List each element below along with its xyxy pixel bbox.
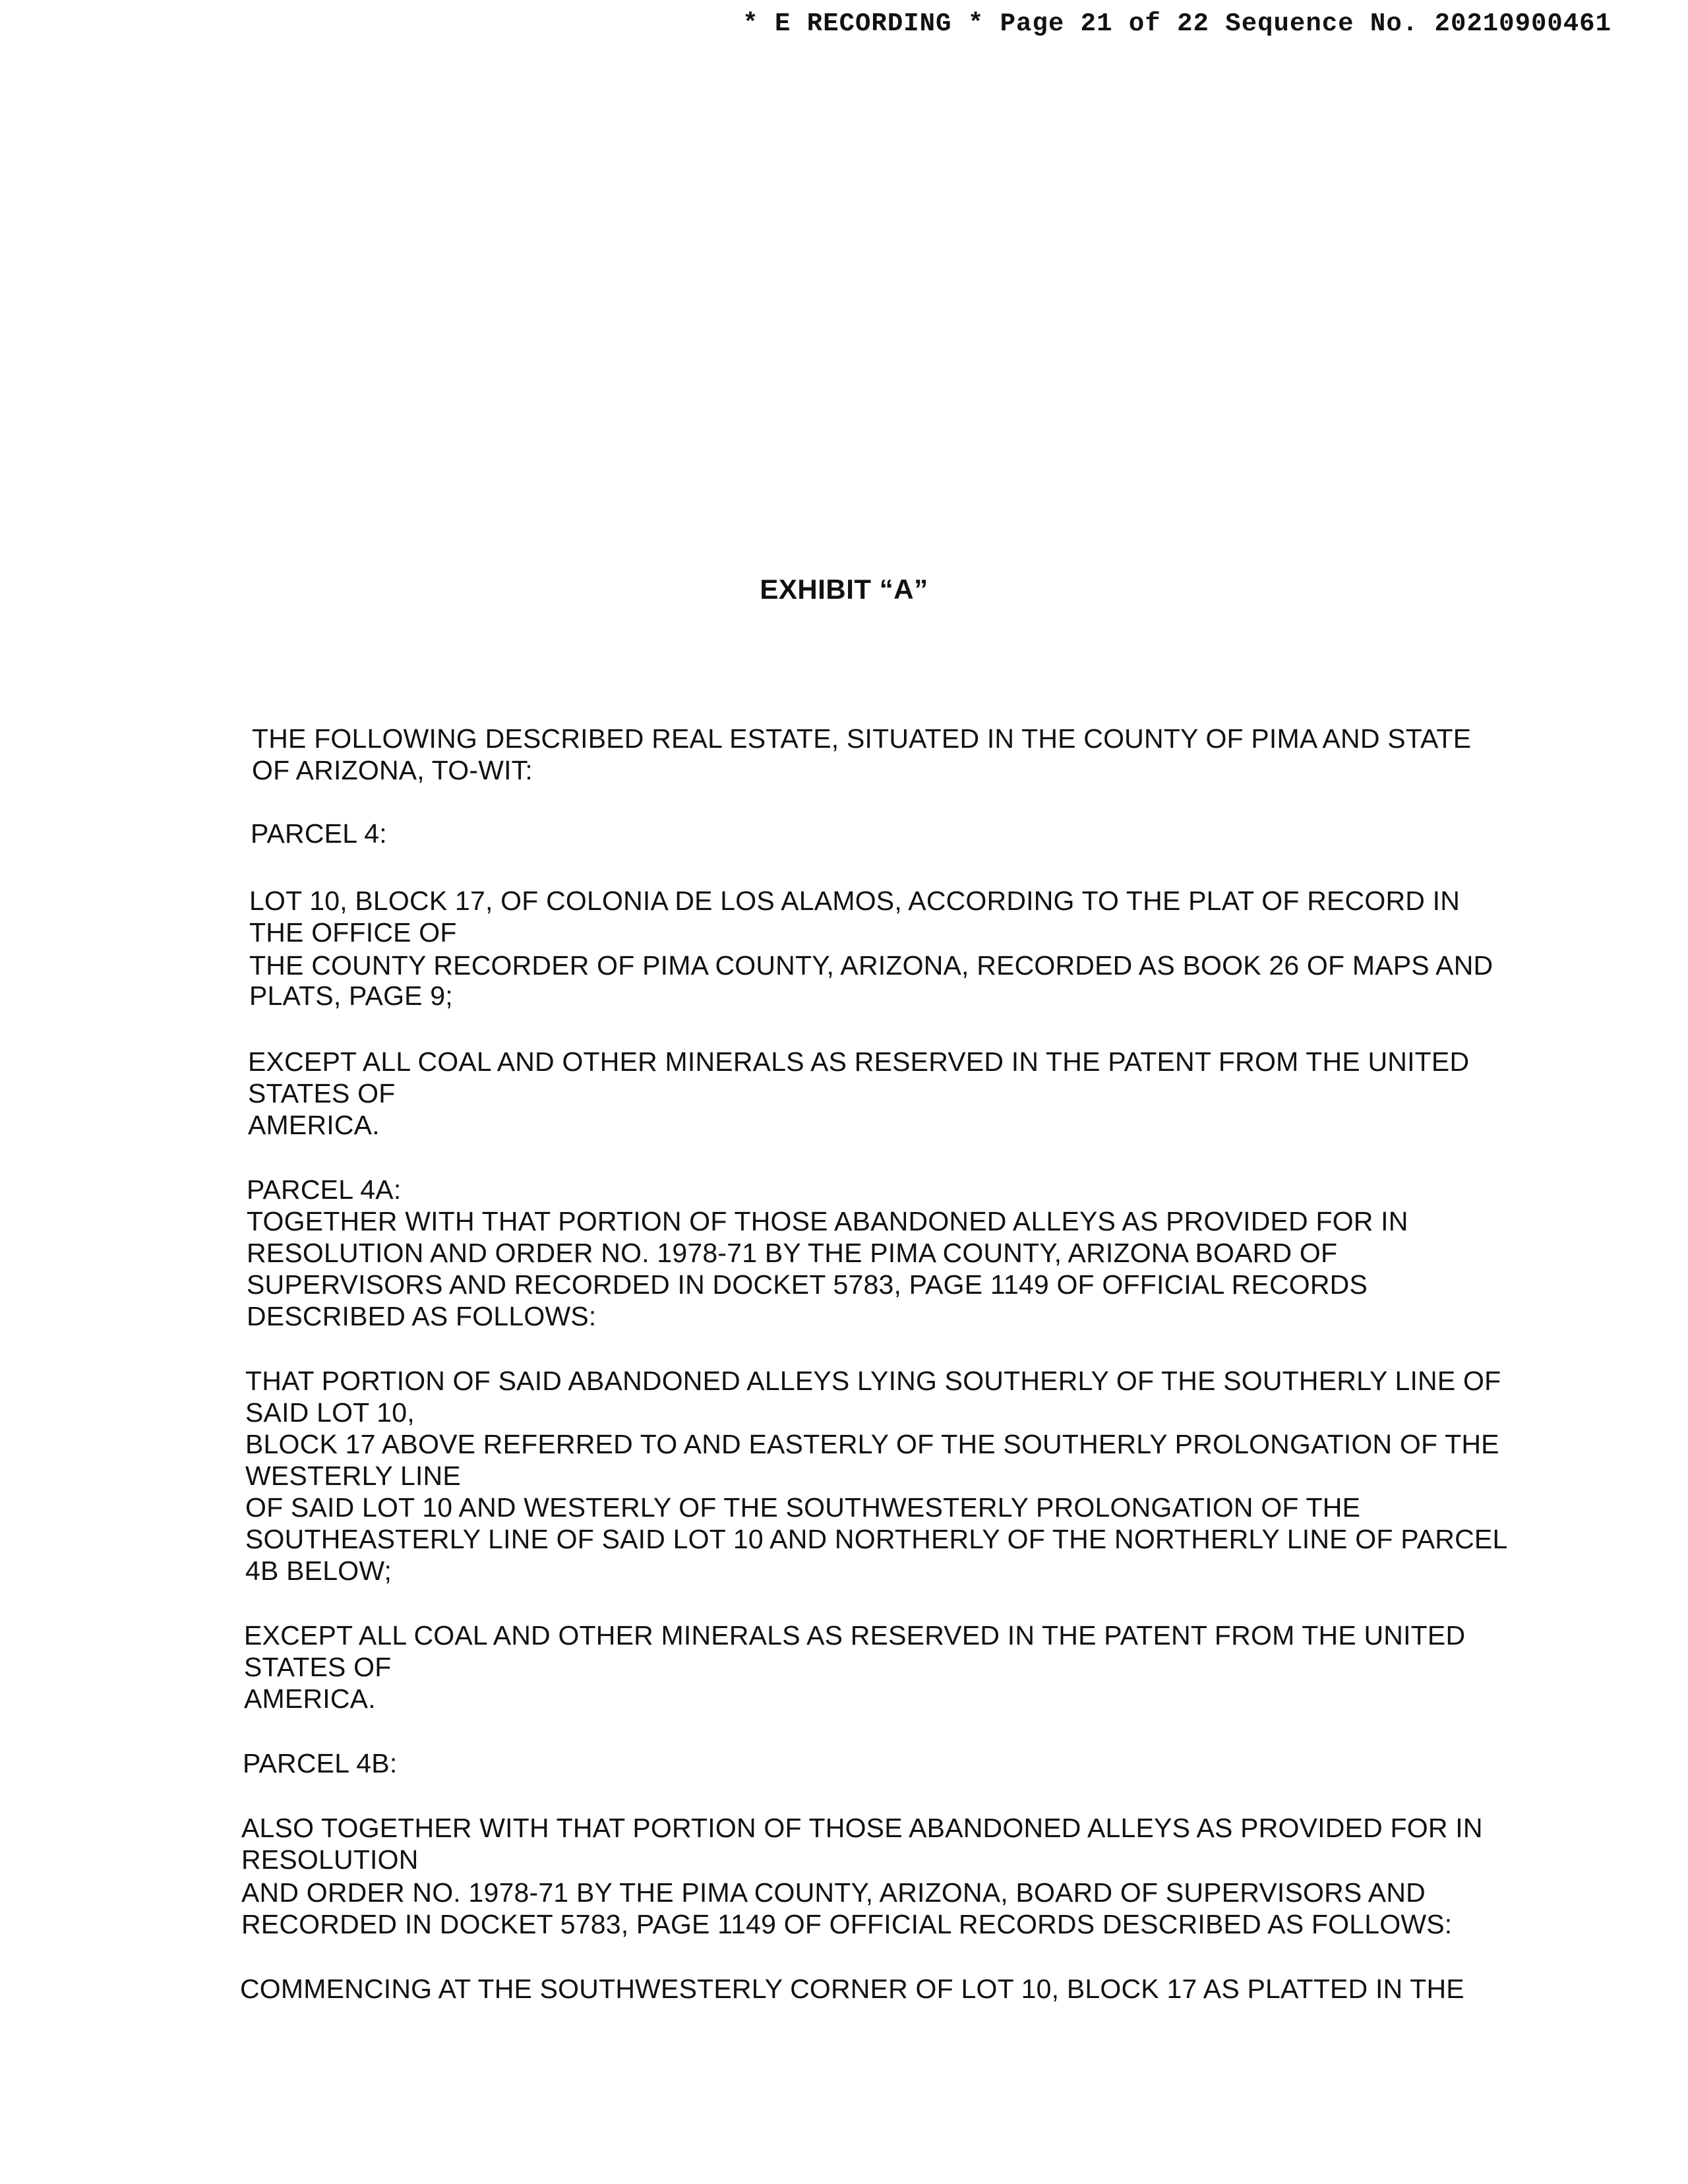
text-line: STATES OF (248, 1078, 396, 1108)
text-line: RESOLUTION (241, 1844, 419, 1875)
text-line: WESTERLY LINE (245, 1461, 461, 1491)
text-line: OF ARIZONA, TO-WIT: (252, 755, 533, 785)
text-line: SUPERVISORS AND RECORDED IN DOCKET 5783, PAGE 1149 OF OFFICIAL RECORDS (247, 1269, 1368, 1300)
text-line: AMERICA. (244, 1684, 376, 1714)
text-line: EXCEPT ALL COAL AND OTHER MINERALS AS RESERVED IN THE PATENT FROM THE UNITED (244, 1620, 1466, 1651)
text-line: RESOLUTION AND ORDER NO. 1978-71 BY THE PIMA COUNTY, ARIZONA BOARD OF (247, 1238, 1338, 1268)
exhibit-title: EXHIBIT “A” (760, 574, 928, 605)
recording-stamp: * E RECORDING * Page 21 of 22 Sequence No. 20210900461 (742, 9, 1612, 38)
text-line: DESCRIBED AS FOLLOWS: (247, 1301, 597, 1331)
text-line: THE FOLLOWING DESCRIBED REAL ESTATE, SITUATED IN THE COUNTY OF PIMA AND STATE (252, 723, 1472, 754)
parcel-heading: PARCEL 4A: (247, 1174, 402, 1205)
text-line: 4B BELOW; (245, 1556, 392, 1586)
text-line: SAID LOT 10, (245, 1397, 415, 1428)
text-line: THAT PORTION OF SAID ABANDONED ALLEYS LYING SOUTHERLY OF THE SOUTHERLY LINE OF (245, 1366, 1501, 1396)
text-line: AMERICA. (248, 1110, 380, 1140)
text-line: COMMENCING AT THE SOUTHWESTERLY CORNER OF LOT 10, BLOCK 17 AS PLATTED IN THE (240, 1974, 1464, 2004)
text-line: BLOCK 17 ABOVE REFERRED TO AND EASTERLY OF THE SOUTHERLY PROLONGATION OF THE (245, 1429, 1499, 1459)
text-line: EXCEPT ALL COAL AND OTHER MINERALS AS RESERVED IN THE PATENT FROM THE UNITED (248, 1046, 1470, 1077)
text-line: PLATS, PAGE 9; (249, 981, 453, 1011)
text-line: OF SAID LOT 10 AND WESTERLY OF THE SOUTHWESTERLY PROLONGATION OF THE (245, 1492, 1361, 1523)
text-line: STATES OF (244, 1652, 392, 1682)
text-line: TOGETHER WITH THAT PORTION OF THOSE ABANDONED ALLEYS AS PROVIDED FOR IN (247, 1206, 1408, 1236)
text-line: THE COUNTY RECORDER OF PIMA COUNTY, ARIZONA, RECORDED AS BOOK 26 OF MAPS AND (249, 950, 1493, 981)
text-line: LOT 10, BLOCK 17, OF COLONIA DE LOS ALAMOS, ACCORDING TO THE PLAT OF RECORD IN (249, 886, 1461, 916)
text-line: RECORDED IN DOCKET 5783, PAGE 1149 OF OFFICIAL RECORDS DESCRIBED AS FOLLOWS: (241, 1909, 1453, 1939)
text-line: ALSO TOGETHER WITH THAT PORTION OF THOSE ABANDONED ALLEYS AS PROVIDED FOR IN (241, 1813, 1483, 1843)
text-line: THE OFFICE OF (249, 917, 457, 948)
parcel-heading: PARCEL 4: (251, 818, 387, 849)
text-line: SOUTHEASTERLY LINE OF SAID LOT 10 AND NORTHERLY OF THE NORTHERLY LINE OF PARCEL (245, 1524, 1508, 1554)
parcel-heading: PARCEL 4B: (243, 1748, 398, 1778)
text-line: AND ORDER NO. 1978-71 BY THE PIMA COUNTY, ARIZONA, BOARD OF SUPERVISORS AND (241, 1877, 1426, 1908)
